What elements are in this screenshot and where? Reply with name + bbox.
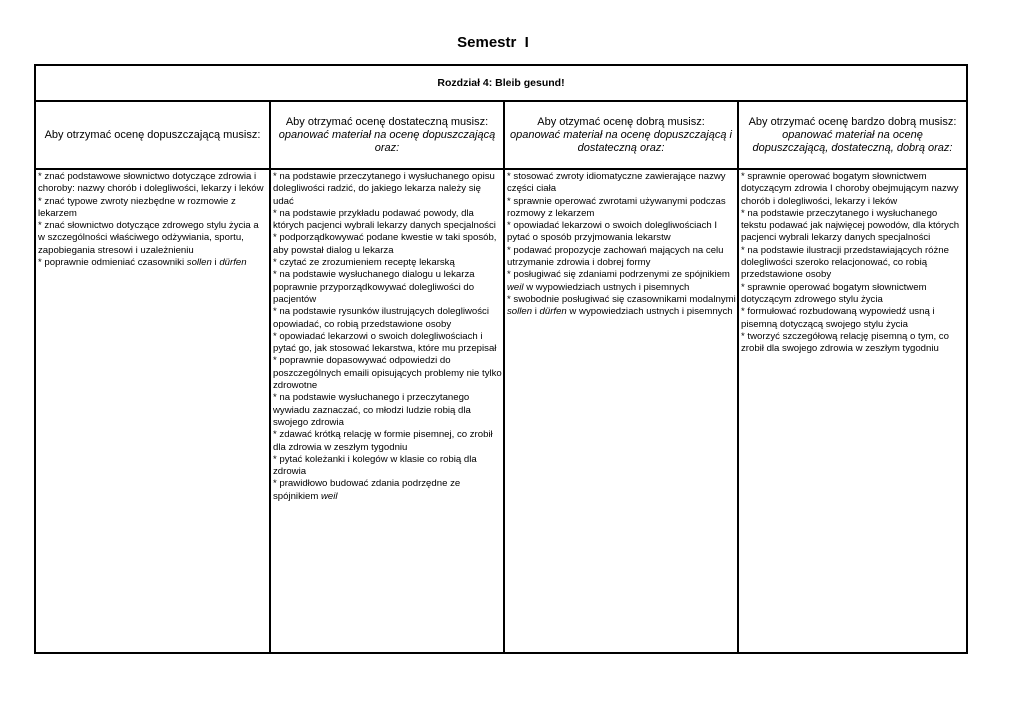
list-item: * na podstawie ilustracji przedstawiających różne dolegliwości szeroko relacjonować, co robią przedstawione osoby (741, 244, 949, 281)
list-item: * swobodnie posługiwać się czasownikami modalnymi sollen i dürfen w wypowiedziach ustnych i pisemnych (507, 293, 736, 318)
list-item: * czytać ze zrozumieniem receptę lekarską (273, 257, 455, 269)
requirements-list (505, 170, 737, 319)
chapter-heading: Rozdział 4: Bleib gesund! (36, 66, 966, 102)
list-item: * pytać koleżanki i kolegów w klasie co robią dla zdrowia (273, 453, 477, 478)
column-heading: Aby otrzymać ocenę bardzo dobrą musisz: (748, 115, 957, 128)
requirements-list (271, 170, 503, 503)
column-subheading: opanować materiał na ocenę dopuszczającą oraz: (278, 128, 496, 154)
column-header (36, 102, 269, 170)
column-grade-satisfactory (269, 102, 503, 652)
list-item: * tworzyć szczegółową relację pisemną o tym, co zrobił dla swojego zdrowia w zeszłym tygodniu (741, 330, 949, 355)
list-item: * stosować zwroty idiomatyczne zawierające nazwy części ciała (507, 171, 726, 195)
list-item: * sprawnie operować bogatym słownictwem dotyczącym zdrowia I choroby obejmującym nazwy chorób i dolegliwości, lekarzy i leków (741, 171, 959, 207)
list-item: * znać typowe zwroty niezbędne w rozmowie z lekarzem (38, 195, 236, 219)
list-item: * na podstawie przykładu podawać powody, dla których pacjenci wybrali lekarzy danych specjalności (273, 207, 496, 232)
column-subheading: opanować materiał na ocenę dopuszczającą, dostateczną, dobrą oraz: (752, 128, 953, 154)
list-item: * opowiadać lekarzowi o swoich dolegliwościach I pytać o sposób przyjmowania lekarstw (507, 220, 718, 244)
list-item: * podawać propozycje zachowań mających na celu utrzymanie zdrowia i dobrej formy (507, 244, 724, 269)
column-grade-very-good (737, 102, 966, 652)
column-header (271, 102, 503, 170)
column-grade-sufficient (36, 102, 269, 652)
list-item: * formułować rozbudowaną wypowiedź usną i pisemną dotyczącą swojego stylu życia (741, 306, 935, 330)
column-heading: Aby otzymać ocenę dobrą musisz: (537, 115, 705, 128)
list-item: * znać słownictwo dotyczące zdrowego stylu życia a w szczególności właściwego odżywiania, sportu, zapobiegania stresowi i uzależnieniu (38, 220, 259, 256)
column-heading: Aby otrzymać ocenę dopuszczającą musisz: (44, 128, 261, 141)
list-item: * poprawnie dopasowywać odpowiedzi do poszczególnych emaili opisujących problemy nie tylko zdrowotne (273, 355, 502, 392)
list-item: * podporządkowywać podane kwestie w taki sposób, aby powstał dialog u lekarza (273, 232, 497, 256)
list-item: * prawidłowo budować zdania podrzędne ze spójnikiem weil (273, 478, 461, 502)
list-item: * opowiadać lekarzowi o swoich dolegliwościach i pytać go, jak stosować lekarstwa, które mu przepisał (273, 330, 497, 355)
column-header (739, 102, 966, 170)
list-item: * na podstawie przeczytanego i wysłuchanego opisu dolegliwości radzić, do jakiego lekarza należy się udać (273, 171, 495, 207)
list-item: * poprawnie odmieniać czasowniki sollen i dürfen (38, 257, 247, 269)
column-grade-good (503, 102, 737, 652)
list-item: * sprawnie operować bogatym słownictwem dotyczącym zdrowego stylu życia (741, 281, 927, 305)
requirements-list (36, 170, 269, 269)
list-item: * na podstawie wysłuchanego i przeczytanego wywiadu zaznaczać, co młodzi ludzie robią dla swojego zdrowia (273, 392, 471, 428)
list-item: * zdawać krótką relację w formie pisemnej, co zrobił dla zdrowia w zeszłym tygodniu (273, 429, 493, 453)
page-title: Semestr I (457, 34, 529, 51)
requirements-list (739, 170, 966, 355)
column-subheading: opanować materiał na ocenę dopuszczającą i dostateczną oraz: (510, 128, 732, 154)
column-header (505, 102, 737, 170)
column-heading: Aby otrzymać ocenę dostateczną musisz: (285, 115, 489, 128)
list-item: * posługiwać się zdaniami podrzenymi ze spójnikiem weil w wypowiedziach ustnych i pisemnych (507, 269, 730, 293)
requirements-table (34, 64, 968, 654)
list-item: * na podstawie rysunków ilustrujących dolegliwości opowiadać, co robią przedstawione osoby (273, 306, 489, 330)
list-item: * sprawnie operować zwrotami używanymi podczas rozmowy z lekarzem (507, 195, 726, 219)
list-item: * na podstawie wysłuchanego dialogu u lekarza poprawnie przyporządkowywać dolegliwości do pacjentów (273, 269, 475, 305)
list-item: * znać podstawowe słownictwo dotyczące zdrowia i choroby: nazwy chorób i dolegliwości, lekarzy i leków (38, 171, 264, 195)
list-item: * na podstawie przeczytanego i wysłuchanego tekstu podawać jak najwięcej powodów, dla których pacjenci wybrali lekarzy danych specjalności (741, 207, 960, 244)
